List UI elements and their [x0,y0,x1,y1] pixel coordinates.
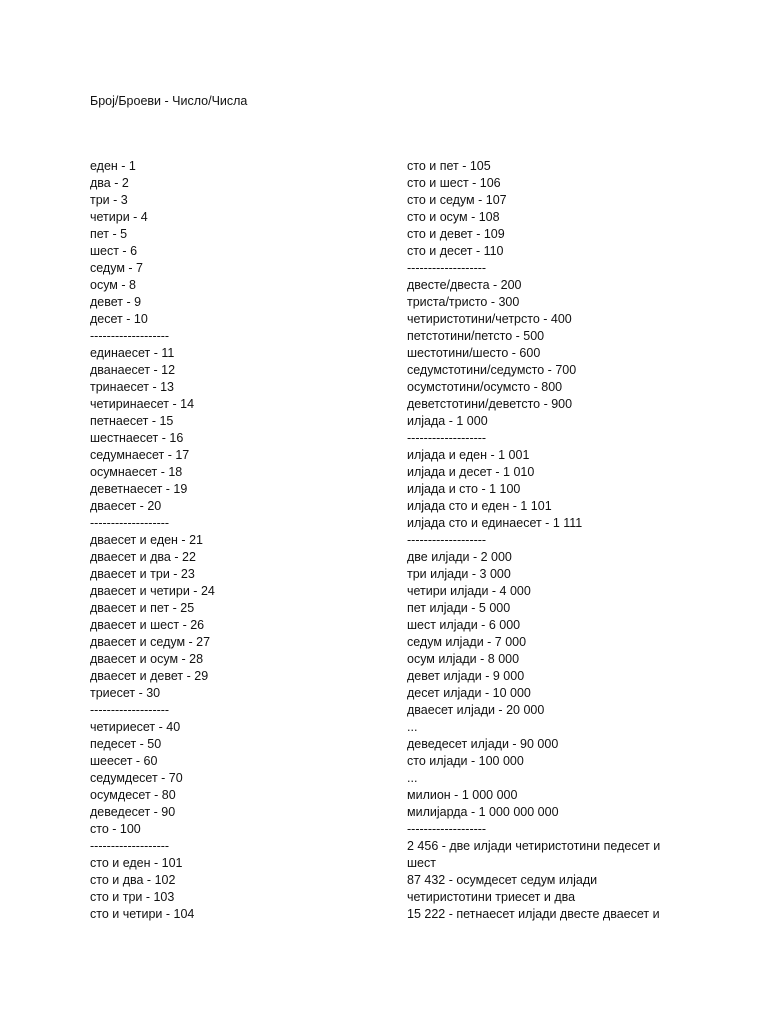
number-entry: пет - 5 [90,227,128,241]
number-entry: седумдесет - 70 [90,771,183,785]
number-entry: два - 2 [90,176,129,190]
number-entry: дваесет и девет - 29 [90,669,209,683]
right-number-column [407,158,677,923]
number-entry: 15 222 - петнаесет илјади двесте дваесет и [407,907,660,921]
number-entry: илјада - 1 000 [407,414,488,428]
separator-line: ------------------- [90,703,170,717]
number-entry: седумнаесет - 17 [90,448,190,462]
separator-line: ------------------- [407,822,487,836]
number-entry: шестнаесет - 16 [90,431,184,445]
separator-line: ------------------- [407,431,487,445]
number-entry: шестотини/шесто - 600 [407,346,541,360]
number-entry: четири илјади - 4 000 [407,584,531,598]
number-entry: дваесет и осум - 28 [90,652,204,666]
number-entry: илјада и сто - 1 100 [407,482,521,496]
separator-line: ------------------- [407,261,487,275]
number-entry: сто и два - 102 [90,873,176,887]
number-entry: пет илјади - 5 000 [407,601,511,615]
number-entry: дваесет и три - 23 [90,567,195,581]
number-entry: четиристотини/четрсто - 400 [407,312,572,326]
number-entry: шест [407,856,436,870]
number-entry: десет - 10 [90,312,148,326]
number-entry: деведесет илјади - 90 000 [407,737,559,751]
number-entry: дваесет и шест - 26 [90,618,205,632]
number-entry: сто и еден - 101 [90,856,183,870]
number-entry: милијарда - 1 000 000 000 [407,805,559,819]
number-entry: девет илјади - 9 000 [407,669,525,683]
number-entry: две илјади - 2 000 [407,550,512,564]
number-entry: илјада и еден - 1 001 [407,448,530,462]
number-entry: сто и девет - 109 [407,227,505,241]
number-entry: дваесет - 20 [90,499,162,513]
number-entry: тринаесет - 13 [90,380,174,394]
number-entry: десет илјади - 10 000 [407,686,531,700]
separator-line: ------------------- [90,839,170,853]
number-entry: деветстотини/деветсто - 900 [407,397,573,411]
number-entry: деведесет - 90 [90,805,176,819]
number-entry: сто и четири - 104 [90,907,195,921]
number-entry: триесет - 30 [90,686,161,700]
page-title: Број/Броеви - Число/Числа [90,94,248,108]
number-entry: дванаесет - 12 [90,363,176,377]
number-entry: дваесет и пет - 25 [90,601,195,615]
number-entry: петнаесет - 15 [90,414,174,428]
number-entry: илјада сто и единаесет - 1 111 [407,516,583,530]
number-entry: сто и пет - 105 [407,159,491,173]
left-number-column [90,158,380,923]
ellipsis-line: ... [407,720,418,734]
number-entry: сто - 100 [90,822,141,836]
number-entry: четиристотини триесет и два [407,890,576,904]
number-entry: двесте/двеста - 200 [407,278,522,292]
number-entry: сто и три - 103 [90,890,175,904]
number-entry: сто илјади - 100 000 [407,754,524,768]
number-entry: седумстотини/седумсто - 700 [407,363,577,377]
number-entry: осумнаесет - 18 [90,465,183,479]
number-entry: триста/тристо - 300 [407,295,520,309]
number-entry: дваесет и два - 22 [90,550,196,564]
number-entry: сто и десет - 110 [407,244,504,258]
number-entry: шест илјади - 6 000 [407,618,521,632]
number-entry: дваесет и седум - 27 [90,635,211,649]
number-entry: седум - 7 [90,261,143,275]
number-entry: илјада и десет - 1 010 [407,465,535,479]
number-entry: девет - 9 [90,295,142,309]
number-entry: дваесет илјади - 20 000 [407,703,545,717]
separator-line: ------------------- [407,533,487,547]
number-entry: дваесет и еден - 21 [90,533,203,547]
number-entry: дваесет и четири - 24 [90,584,215,598]
number-entry: милион - 1 000 000 [407,788,518,802]
number-entry: осумстотини/осумсто - 800 [407,380,563,394]
number-entry: четири - 4 [90,210,148,224]
number-entry: 2 456 - две илјади четиристотини педесет и [407,839,661,853]
number-entry: педесет - 50 [90,737,162,751]
number-entry: осум - 8 [90,278,136,292]
number-entry: илјада сто и еден - 1 101 [407,499,552,513]
number-entry: петстотини/петсто - 500 [407,329,545,343]
number-entry: сто и шест - 106 [407,176,501,190]
number-entry: сто и осум - 108 [407,210,500,224]
ellipsis-line: ... [407,771,418,785]
number-entry: три илјади - 3 000 [407,567,511,581]
number-entry: сто и седум - 107 [407,193,507,207]
number-entry: осумдесет - 80 [90,788,176,802]
number-entry: три - 3 [90,193,128,207]
number-entry: шест - 6 [90,244,138,258]
number-entry: седум илјади - 7 000 [407,635,527,649]
separator-line: ------------------- [90,516,170,530]
number-entry: шеесет - 60 [90,754,158,768]
number-entry: осум илјади - 8 000 [407,652,520,666]
separator-line: ------------------- [90,329,170,343]
number-entry: единаесет - 11 [90,346,175,360]
number-entry: 87 432 - осумдесет седум илјади [407,873,598,887]
number-entry: деветнаесет - 19 [90,482,188,496]
number-entry: четириесет - 40 [90,720,181,734]
number-entry: четиринаесет - 14 [90,397,195,411]
number-entry: еден - 1 [90,159,136,173]
